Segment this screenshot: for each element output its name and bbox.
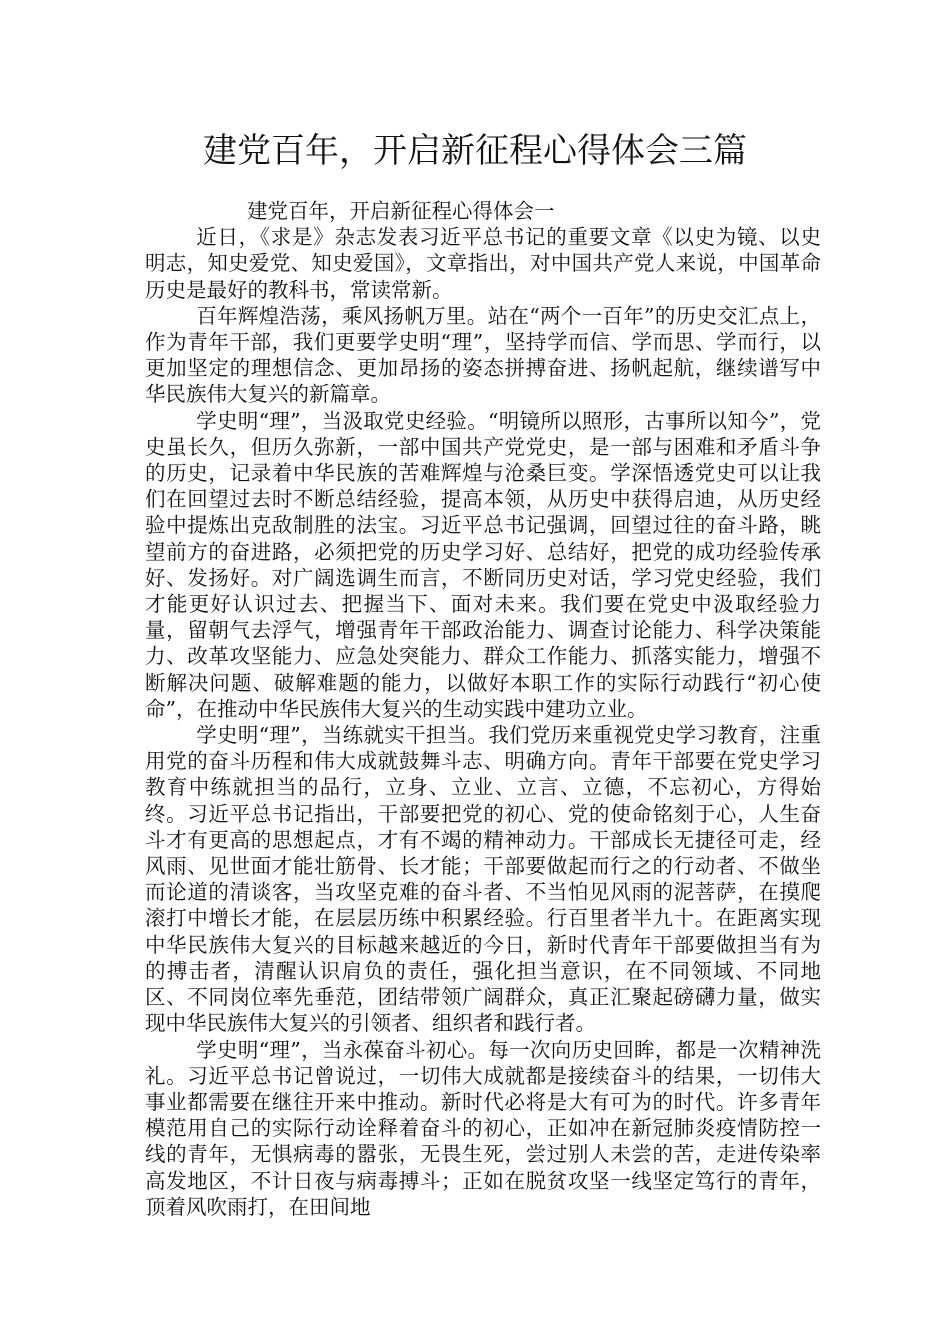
document-body [145, 198, 821, 1220]
paragraph-intro: 近日，《求是》杂志发表习近平总书记的重要文章《以史为镜、以史明志，知史爱党、知史爱国》，文章指出，对中国共产党人来说，中国革命历史是最好的教科书，常读常新。 [145, 225, 821, 302]
paragraph-overview: 百年辉煌浩荡，乘风扬帆万里。站在“两个一百年”的历史交汇点上，作为青年干部，我们更要学史明“理”，坚持学而信、学而思、学而行，以更加坚定的理想信念、更加昂扬的姿态拼搏奋进、扬帆起航，继续谱写中华民族伟大复兴的新篇章。 [145, 303, 821, 407]
paragraph-aspiration: 学史明“理”，当永葆奋斗初心。每一次向历史回眸，都是一次精神洗礼。习近平总书记曾说过，一切伟大成就都是接续奋斗的结果，一切伟大事业都需要在继往开来中推动。新时代必将是大有可为的时代。许多青年模范用自己的实际行动诠释着奋斗的初心，正如冲在新冠肺炎疫情防控一线的青年，无惧病毒的嚣张，无畏生死，尝过别人未尝的苦，走进传染率高发地区，不计日夜与病毒搏斗；正如在脱贫攻坚一线坚定笃行的青年，顶着风吹雨打，在田间地 [145, 1037, 821, 1219]
paragraph-experience: 学史明“理”，当汲取党史经验。“明镜所以照形，古事所以知今”，党史虽长久，但历久弥新，一部中国共产党党史，是一部与困难和矛盾斗争的历史，记录着中华民族的苦难辉煌与沧桑巨变。学深悟透党史可以让我们在回望过去时不断总结经验，提高本领，从历史中获得启迪，从历史经验中提炼出克敌制胜的法宝。习近平总书记强调，回望过往的奋斗路，眺望前方的奋进路，必须把党的历史学习好、总结好，把党的成功经验传承好、发扬好。对广阔选调生而言，不断同历史对话，学习党史经验，我们才能更好认识过去、把握当下、面对未来。我们要在党史中汲取经验力量，留朝气去浮气，增强青年干部政治能力、调查讨论能力、科学决策能力、改革攻坚能力、应急处突能力、群众工作能力、抓落实能力，增强不断解决问题、破解难题的能力，以做好本职工作的实际行动践行“初心使命”，在推动中华民族伟大复兴的生动实践中建功立业。 [145, 408, 821, 721]
section-subtitle: 建党百年，开启新征程心得体会一 [247, 199, 555, 223]
paragraph-responsibility: 学史明“理”，当练就实干担当。我们党历来重视党史学习教育，注重用党的奋斗历程和伟大成就鼓舞斗志、明确方向。青年干部要在党史学习教育中练就担当的品行，立身、立业、立言、立德，不忘初心，方得始终。习近平总书记指出，干部要把党的初心、党的使命铭刻于心，人生奋斗才有更高的思想起点，才有不竭的精神动力。干部成长无捷径可走，经风雨、见世面才能壮筋骨、长才能；干部要做起而行之的行动者、不做坐而论道的清谈客，当攻坚克难的奋斗者、不当怕见风雨的泥菩萨，在摸爬滚打中增长才能，在层层历练中积累经验。行百里者半九十。在距离实现中华民族伟大复兴的目标越来越近的今日，新时代青年干部要做担当有为的搏击者，清醒认识肩负的责任，强化担当意识，在不同领域、不同地区、不同岗位率先垂范，团结带领广阔群众，真正汇聚起磅礴力量，做实现中华民族伟大复兴的引领者、组织者和践行者。 [145, 723, 821, 1036]
document-title: 建党百年，开启新征程心得体会三篇 [203, 131, 747, 171]
